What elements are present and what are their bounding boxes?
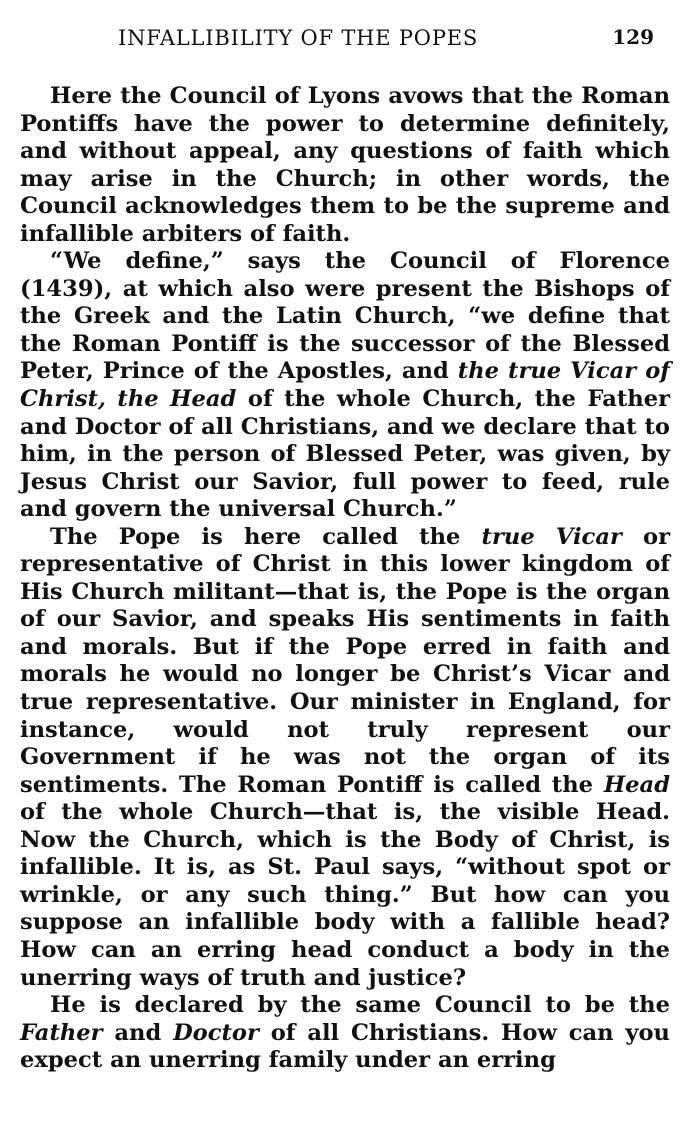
text-segment: of the whole Church, the Father and Doctor of all Christians, and we declare that to him, in the person of Blessed Peter, was given, by Jesus Christ our Savior, full power to feed, rule and govern the universal Church.”: [20, 386, 670, 523]
paragraph: [20, 83, 670, 248]
text-segment: “We define,” says the Council of Florence (1439), at which also were present the Bishops of the Greek and the Latin Church, “we define that the Roman Pontiff is the successor of the Blessed Peter, Prince of the Apostles, and: [20, 248, 670, 385]
text-segment: He is declared by the same Council to be the: [50, 992, 670, 1019]
body-text: [20, 83, 670, 1075]
paragraph: [20, 992, 670, 1075]
italic-text: Father: [20, 1019, 103, 1046]
paragraph: [20, 248, 670, 523]
paragraph: [20, 524, 670, 992]
text-segment: Here the Council of Lyons avows that the Roman Pontiffs have the power to determine definitely, and without appeal, any questions of faith which may arise in the Church; in other words, the Council acknowledges them to be the supreme and infallible arbiters of faith.: [20, 83, 670, 247]
text-segment: The Pope is here called the: [50, 523, 482, 550]
text-segment: of all Christians. How can you expect an unerring family under an erring: [20, 1019, 670, 1074]
running-title: INFALLIBILITY OF THE POPES: [118, 26, 479, 50]
book-page: [20, 18, 670, 1075]
italic-text: true Vicar: [481, 523, 622, 550]
text-segment: or representative of Christ in this lower kingdom of His Church militant—that is, the Pope is the organ of our Savior, and speaks His sentiments in faith and morals. But if the Pope erred in faith and morals he would no longer be Christ’s Vicar and true representative. Our minister in England, for instance, would not truly represent our Government if he was not the organ of its sentiments. The Roman Pontiff is called the: [20, 523, 671, 798]
page-header: [20, 18, 670, 58]
italic-text: the true Vicar of Christ, the Head: [20, 358, 670, 413]
italic-text: Head: [603, 771, 670, 798]
text-segment: of the whole Church—that is, the visible Head. Now the Church, which is the Body of Christ, is infallible. It is, as St. Paul says, “without spot or wrinkle, or any such thing.” But how can you suppose an infallible body with a fallible head? How can an erring head conduct a body in the unerring ways of truth and justice?: [20, 799, 670, 991]
page-number: 129: [612, 25, 654, 49]
text-segment: and: [102, 1019, 174, 1046]
italic-text: Doctor: [173, 1019, 259, 1046]
